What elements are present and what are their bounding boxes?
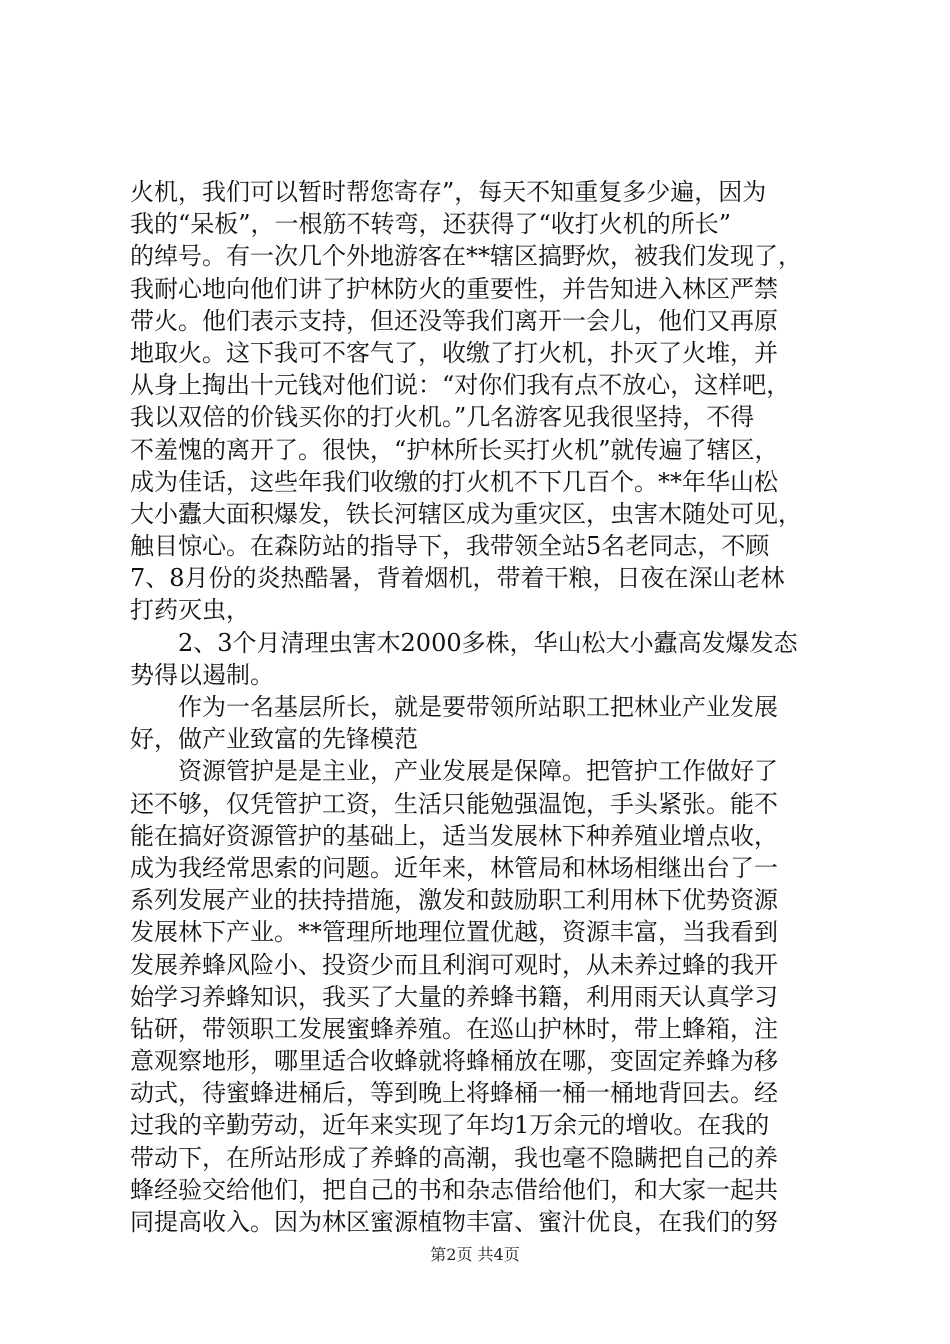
- text-line: 我耐心地向他们讲了护林防火的重要性，并告知进入林区严禁: [130, 274, 778, 303]
- text-line: 发展林下产业。**管理所地理位置优越，资源丰富，当我看到: [130, 918, 778, 947]
- text-line: 好，做产业致富的先锋模范: [130, 725, 418, 754]
- text-line: 蜂经验交给他们，把自己的书和杂志借给他们，和大家一起共: [130, 1175, 778, 1204]
- text-line: 成为我经常思索的问题。近年来，林管局和林场相继出台了一: [130, 853, 778, 882]
- text-line: 从身上掏出十元钱对他们说：“对你们我有点不放心，这样吧，: [130, 371, 791, 400]
- text-line: 带动下，在所站形成了养蜂的高潮，我也毫不隐瞒把自己的养: [130, 1143, 778, 1172]
- text-line: 我以双倍的价钱买你的打火机。”几名游客见我很坚持，不得: [130, 403, 755, 432]
- text-line: 资源管护是是主业，产业发展是保障。把管护工作做好了: [178, 757, 778, 786]
- text-line: 7、8月份的炎热酷暑，背着烟机，带着干粮，日夜在深山老林: [130, 564, 785, 593]
- text-line: 我的“呆板”，一根筋不转弯，还获得了“收打火机的所长”: [130, 210, 732, 239]
- text-line: 触目惊心。在森防站的指导下，我带领全站5名老同志，不顾: [130, 532, 770, 561]
- page-footer: 第2页 共4页: [430, 1245, 520, 1264]
- text-line: 不羞愧的离开了。很快，“护林所长买打火机”就传遍了辖区，: [130, 435, 779, 464]
- document-body: [130, 176, 830, 1238]
- text-line: 地取火。这下我可不客气了，收缴了打火机，扑灭了火堆，并: [130, 338, 778, 367]
- text-line: 成为佳话，这些年我们收缴的打火机不下几百个。**年华山松: [130, 467, 778, 496]
- text-line: 还不够，仅凭管护工资，生活只能勉强温饱，手头紧张。能不: [130, 789, 778, 818]
- text-line: 意观察地形，哪里适合收蜂就将蜂桶放在哪，变固定养蜂为移: [130, 1047, 778, 1076]
- text-line: 发展养蜂风险小、投资少而且利润可观时，从未养过蜂的我开: [130, 950, 778, 979]
- text-line: 大小蠹大面积爆发，铁长河辖区成为重灾区，虫害木随处可见，: [130, 499, 802, 528]
- text-line: 火机，我们可以暂时帮您寄存”，每天不知重复多少遍，因为: [130, 178, 767, 206]
- text-line: 作为一名基层所长，就是要带领所站职工把林业产业发展: [178, 693, 778, 721]
- text-line: 动式，待蜜蜂进桶后，等到晚上将蜂桶一桶一桶地背回去。经: [130, 1079, 778, 1108]
- text-line: 打药灭虫，: [130, 596, 250, 625]
- text-line: 2、3个月清理虫害木2000多株，华山松大小蠹高发爆发态: [178, 628, 798, 657]
- text-line: 势得以遏制。: [130, 660, 274, 689]
- text-line: 钻研，带领职工发展蜜蜂养殖。在巡山护林时，带上蜂箱，注: [130, 1014, 778, 1043]
- text-line: 的绰号。有一次几个外地游客在**辖区搞野炊，被我们发现了，: [130, 242, 802, 271]
- text-line: 能在搞好资源管护的基础上，适当发展林下种养殖业增点收，: [130, 821, 778, 850]
- text-line: 带火。他们表示支持，但还没等我们离开一会儿，他们又再原: [130, 306, 778, 335]
- text-line: 始学习养蜂知识，我买了大量的养蜂书籍，利用雨天认真学习: [130, 982, 778, 1011]
- text-line: 同提高收入。因为林区蜜源植物丰富、蜜汁优良，在我们的努: [130, 1208, 778, 1236]
- text-line: 过我的辛勤劳动，近年来实现了年均1万余元的增收。在我的: [130, 1111, 770, 1140]
- text-line: 系列发展产业的扶持措施，激发和鼓励职工利用林下优势资源: [130, 886, 778, 915]
